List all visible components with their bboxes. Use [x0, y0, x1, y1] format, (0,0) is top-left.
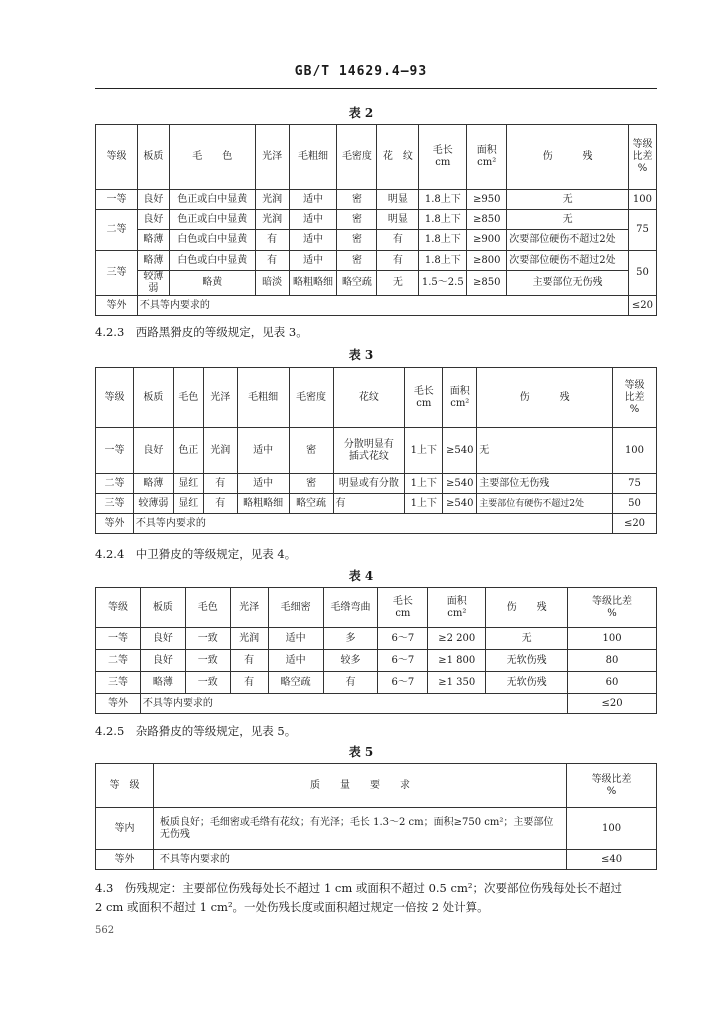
table-row [96, 190, 657, 210]
cell: 50 [628, 251, 656, 296]
cell: ≥540 [443, 494, 477, 514]
cell: 多 [323, 628, 378, 650]
t4-h9: 等级比差 % [568, 588, 657, 628]
cell: 略空疏 [268, 672, 323, 694]
cell: 有 [377, 251, 419, 271]
para-4-2-4: 4.2.4 中卫猾皮的等级规定，见表 4。 [95, 547, 297, 561]
t2-h8: 面积 cm² [467, 125, 507, 190]
table-row [96, 428, 657, 474]
cell: 60 [568, 672, 657, 694]
t3-h1: 板质 [133, 368, 173, 428]
para-4-2-3: 4.2.3 西路黑猾皮的等级规定，见表 3。 [95, 325, 308, 339]
cell: 1.5～2.5 [419, 271, 467, 296]
cell: 等外 [96, 296, 138, 316]
t2-h0: 等级 [96, 125, 138, 190]
table-2 [95, 124, 657, 316]
cell: ≥900 [467, 230, 507, 251]
t4-h7: 面积 cm² [428, 588, 486, 628]
table2-header-row [96, 125, 657, 190]
cell: 适中 [289, 230, 337, 251]
cell: ≥1 350 [428, 672, 486, 694]
cell: 略薄 [137, 230, 169, 251]
table-row [96, 514, 657, 534]
para-4-3-line2: 2 cm 或面积不超过 1 cm²。一处伤残长度或面积超过规定一倍按 2 处计算。 [95, 900, 489, 914]
para-4-2-5: 4.2.5 杂路猾皮的等级规定，见表 5。 [95, 724, 297, 738]
cell: 明显或有分散 [333, 474, 405, 494]
cell: 适中 [237, 428, 289, 474]
cell: 良好 [140, 650, 185, 672]
table3-caption: 表 3 [348, 348, 374, 362]
table-3 [95, 367, 657, 534]
cell: 有 [323, 672, 378, 694]
cell: 100 [567, 808, 657, 850]
cell: 等内 [96, 808, 154, 850]
cell: 1上下 [405, 494, 443, 514]
table-row [96, 251, 657, 271]
header-rule [95, 88, 657, 89]
t5-h2: 等级比差 % [567, 764, 657, 808]
cell: 无软伤残 [486, 672, 568, 694]
cell: 较薄弱 [137, 271, 169, 296]
cell: ≤20 [568, 694, 657, 714]
cell: 二等 [96, 474, 134, 494]
cell: 适中 [289, 210, 337, 230]
t2-h4: 毛粗细 [289, 125, 337, 190]
cell: 二等 [96, 210, 138, 251]
cell: 较薄弱 [133, 494, 173, 514]
t2-h3: 光泽 [255, 125, 289, 190]
table5-header-row [96, 764, 657, 808]
cell: 无 [507, 210, 629, 230]
cell: 三等 [96, 494, 134, 514]
t3-h9: 伤 残 [477, 368, 613, 428]
cell: 80 [568, 650, 657, 672]
cell: 二等 [96, 650, 141, 672]
table-row [96, 650, 657, 672]
cell: 有 [203, 474, 237, 494]
page-number: 562 [95, 925, 115, 936]
cell: 1.8上下 [419, 210, 467, 230]
cell: 6～7 [378, 672, 428, 694]
t3-h7: 毛长 cm [405, 368, 443, 428]
cell: 主要部位无伤残 [477, 474, 613, 494]
cell: 一致 [185, 628, 230, 650]
table-row [96, 271, 657, 296]
cell: 1上下 [405, 474, 443, 494]
t2-h7: 毛长 cm [419, 125, 467, 190]
cell: 板质良好；毛细密或毛绺有花纹；有光泽；毛长 1.3～2 cm；面积≥750 cm²；主要部位 无伤残 [153, 808, 566, 850]
t4-h5: 毛绺弯曲 [323, 588, 378, 628]
cell: 1.8上下 [419, 251, 467, 271]
table3-header-row [96, 368, 657, 428]
t2-h5: 毛密度 [337, 125, 377, 190]
cell: 无 [507, 190, 629, 210]
cell: 一致 [185, 672, 230, 694]
t2-h9: 伤 残 [507, 125, 629, 190]
t4-h2: 毛色 [185, 588, 230, 628]
cell: 光润 [255, 210, 289, 230]
cell: 适中 [289, 190, 337, 210]
cell: 良好 [137, 210, 169, 230]
t4-h0: 等级 [96, 588, 141, 628]
cell: 不具等内要求的 [133, 514, 612, 534]
cell: 主要部位无伤残 [507, 271, 629, 296]
t5-h0: 等 级 [96, 764, 154, 808]
cell: 100 [612, 428, 656, 474]
cell: 略粗略细 [237, 494, 289, 514]
cell: 等外 [96, 694, 141, 714]
cell: 明显 [377, 210, 419, 230]
t2-h6: 花 纹 [377, 125, 419, 190]
cell: 100 [628, 190, 656, 210]
cell: 显红 [173, 474, 203, 494]
t4-h6: 毛长 cm [378, 588, 428, 628]
cell: 有 [230, 672, 268, 694]
cell: 1.8上下 [419, 230, 467, 251]
cell: 光润 [230, 628, 268, 650]
cell: 1.8上下 [419, 190, 467, 210]
table-row [96, 296, 657, 316]
cell: 显红 [173, 494, 203, 514]
cell: 有 [377, 230, 419, 251]
cell: ≥950 [467, 190, 507, 210]
cell: 良好 [133, 428, 173, 474]
cell: ≤20 [628, 296, 656, 316]
cell: 不具等内要求的 [137, 296, 628, 316]
table2-caption: 表 2 [348, 106, 374, 120]
para-4-3-line1: 4.3 伤残规定：主要部位伤残每处长不超过 1 cm 或面积不超过 0.5 cm²；次要部位伤残每处长不超过 [95, 881, 622, 895]
cell: 一等 [96, 190, 138, 210]
cell: 密 [337, 251, 377, 271]
cell: 不具等内要求的 [153, 850, 566, 870]
table-row [96, 850, 657, 870]
t3-h8: 面积 cm² [443, 368, 477, 428]
t3-h4: 毛粗细 [237, 368, 289, 428]
cell: 75 [628, 210, 656, 251]
cell: 等外 [96, 514, 134, 534]
cell: 适中 [237, 474, 289, 494]
t3-h5: 毛密度 [289, 368, 333, 428]
cell: 有 [255, 230, 289, 251]
cell: 密 [337, 230, 377, 251]
table-row [96, 494, 657, 514]
table4-caption: 表 4 [348, 569, 374, 583]
t4-h1: 板质 [140, 588, 185, 628]
cell: 三等 [96, 672, 141, 694]
cell: 较多 [323, 650, 378, 672]
cell: 无 [486, 628, 568, 650]
cell: 不具等内要求的 [140, 694, 567, 714]
table-row [96, 628, 657, 650]
cell: 密 [289, 428, 333, 474]
cell: 密 [289, 474, 333, 494]
cell: 明显 [377, 190, 419, 210]
cell: ≥2 200 [428, 628, 486, 650]
table-row [96, 694, 657, 714]
cell: 略薄 [137, 251, 169, 271]
cell: ≥540 [443, 474, 477, 494]
cell: 适中 [268, 650, 323, 672]
t4-h4: 毛细密 [268, 588, 323, 628]
cell: ≤20 [612, 514, 656, 534]
cell: ≥850 [467, 210, 507, 230]
cell: 色正 [173, 428, 203, 474]
cell: 良好 [137, 190, 169, 210]
cell: 适中 [289, 251, 337, 271]
cell: 略薄 [140, 672, 185, 694]
cell: 三等 [96, 251, 138, 296]
cell: 暗淡 [255, 271, 289, 296]
cell: 色正或白中显黄 [169, 210, 255, 230]
cell: 色正或白中显黄 [169, 190, 255, 210]
table5-caption: 表 5 [348, 745, 374, 759]
table4-header-row [96, 588, 657, 628]
cell: 主要部位有硬伤不超过2处 [477, 494, 613, 514]
table-row [96, 230, 657, 251]
cell: ≥540 [443, 428, 477, 474]
cell: 适中 [268, 628, 323, 650]
cell: 光润 [255, 190, 289, 210]
table-row [96, 210, 657, 230]
t2-h2: 毛 色 [169, 125, 255, 190]
table-5 [95, 763, 657, 870]
cell: 1上下 [405, 428, 443, 474]
cell: ≥800 [467, 251, 507, 271]
cell: 一等 [96, 628, 141, 650]
cell: 有 [203, 494, 237, 514]
cell: 略粗略细 [289, 271, 337, 296]
cell: 略空疏 [337, 271, 377, 296]
cell: 略黄 [169, 271, 255, 296]
cell: ≤40 [567, 850, 657, 870]
cell: 100 [568, 628, 657, 650]
cell: 无 [477, 428, 613, 474]
cell: 良好 [140, 628, 185, 650]
cell: 有 [230, 650, 268, 672]
t2-h1: 板质 [137, 125, 169, 190]
cell: 50 [612, 494, 656, 514]
t3-h10: 等级 比差 % [612, 368, 656, 428]
cell: 一致 [185, 650, 230, 672]
cell: 有 [333, 494, 405, 514]
cell: 次要部位硬伤不超过2处 [507, 230, 629, 251]
cell: ≥850 [467, 271, 507, 296]
cell: 密 [337, 210, 377, 230]
cell: ≥1 800 [428, 650, 486, 672]
document-header: GB/T 14629.4—93 [294, 64, 428, 79]
cell: 75 [612, 474, 656, 494]
table-row [96, 808, 657, 850]
t5-h1: 质 量 要 求 [153, 764, 566, 808]
cell: 略薄 [133, 474, 173, 494]
cell: 光润 [203, 428, 237, 474]
t3-h3: 光泽 [203, 368, 237, 428]
cell: 白色或白中显黄 [169, 251, 255, 271]
t4-h8: 伤 残 [486, 588, 568, 628]
table-4 [95, 587, 657, 714]
t3-h2: 毛色 [173, 368, 203, 428]
t3-h0: 等级 [96, 368, 134, 428]
t2-h10: 等级 比差 % [628, 125, 656, 190]
table-row [96, 672, 657, 694]
cell: 白色或白中显黄 [169, 230, 255, 251]
cell: 6～7 [378, 650, 428, 672]
cell: 有 [255, 251, 289, 271]
table-row [96, 474, 657, 494]
cell: 密 [337, 190, 377, 210]
cell: 分散明显有 插式花纹 [333, 428, 405, 474]
t3-h6: 花纹 [333, 368, 405, 428]
cell: 无软伤残 [486, 650, 568, 672]
cell: 6～7 [378, 628, 428, 650]
t4-h3: 光泽 [230, 588, 268, 628]
cell: 等外 [96, 850, 154, 870]
cell: 一等 [96, 428, 134, 474]
cell: 略空疏 [289, 494, 333, 514]
cell: 无 [377, 271, 419, 296]
cell: 次要部位硬伤不超过2处 [507, 251, 629, 271]
